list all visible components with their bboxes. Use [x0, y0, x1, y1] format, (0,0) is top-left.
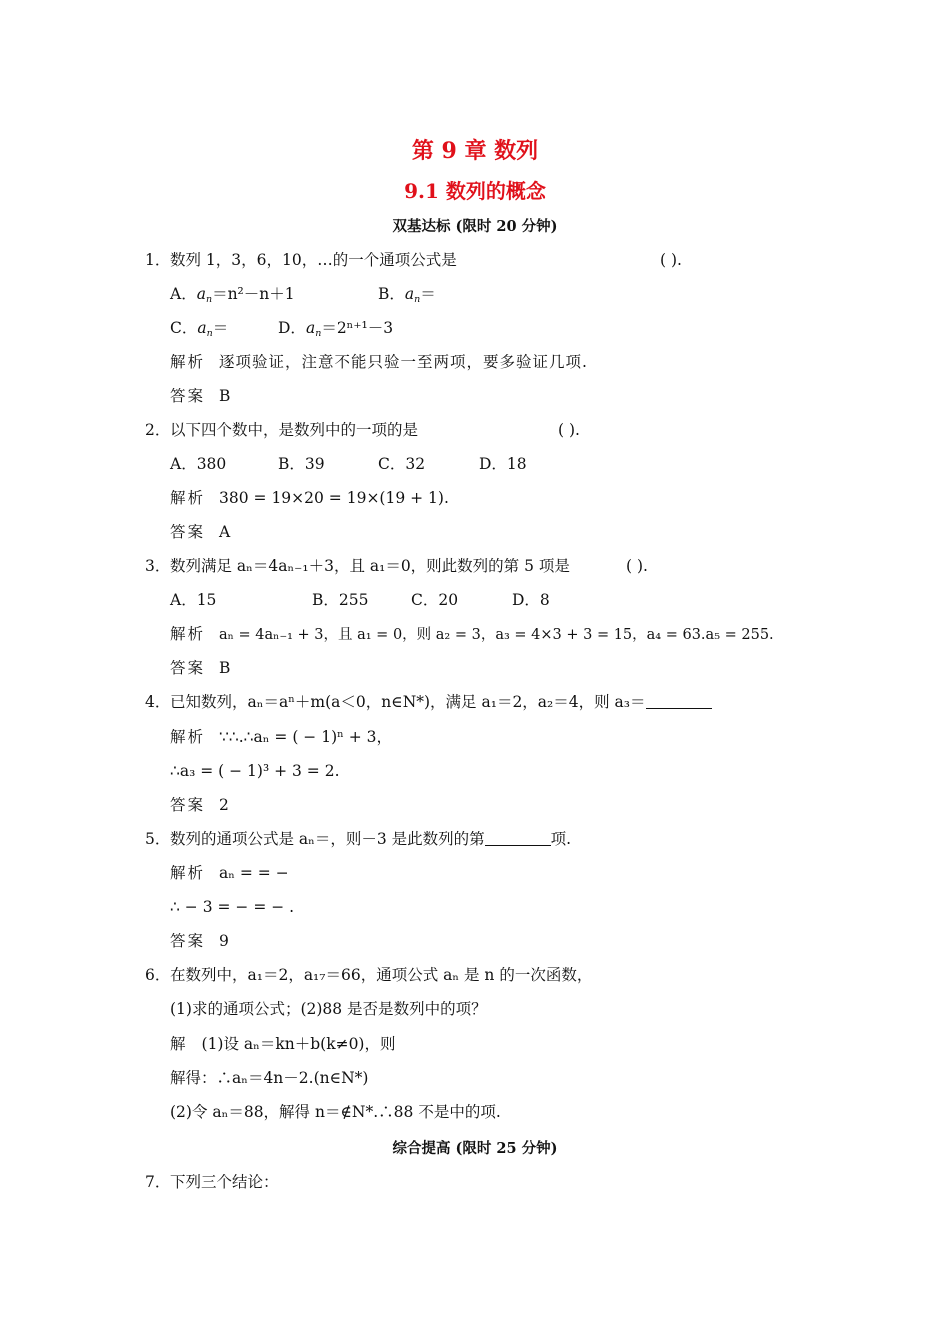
- question-2-option-b: B．39: [278, 455, 325, 473]
- question-3: 3．数列满足 aₙ＝4aₙ₋₁＋3，且 a₁＝0，则此数列的第 5 项是 ( ).: [145, 557, 648, 575]
- question-1-option-a: A．$a_n=n^2-n+1$: [170, 285, 295, 305]
- question-6-subquestions: (1)求的通项公式；(2)88 是否是数列中的项？: [170, 1000, 487, 1018]
- question-2-analysis: 解析 380 = 19×20 = 19×(19 + 1).: [170, 489, 449, 507]
- question-5-analysis-line-2: ∴ − 3 = − = − .: [170, 898, 295, 916]
- question-4-analysis: 解析 ∵∴.∴aₙ = ( − 1)ⁿ + 3，: [170, 728, 393, 746]
- question-3-analysis: 解析 aₙ = 4aₙ₋₁ + 3，且 a₁ = 0，则 a₂ = 3，a₃ = 4×3 + 3 = 15，a₄ = 63.a₅ = 255.: [170, 625, 774, 643]
- question-1: 1．数列 1，3，6，10，…的一个通项公式是 ( ).: [145, 251, 682, 269]
- question-4-analysis-line-2: ∴a₃ = ( − 1)³ + 3 = 2.: [170, 762, 340, 780]
- question-6-solution: 解 (1)设 aₙ＝kn＋b(k≠0)，则: [170, 1035, 396, 1053]
- question-2-answer: 答案 A: [170, 523, 231, 541]
- section-title: 9.1 数列的概念: [404, 179, 546, 203]
- question-1-option-c: C．$a_n=$: [170, 319, 229, 339]
- question-1-option-d: D．$a_n=2^{n+1}-3$: [278, 319, 394, 339]
- question-6-solution-line-3: (2)令 aₙ＝88，解得 n＝∉N*.∴88 不是中的项.: [170, 1103, 501, 1121]
- question-3-paren: ( ).: [626, 557, 648, 575]
- question-5-answer: 答案 9: [170, 932, 229, 950]
- question-7-stem: 下列三个结论：: [170, 1173, 279, 1191]
- question-3-option-d: D．8: [512, 591, 550, 609]
- question-4: 4．已知数列，aₙ＝aⁿ＋m(a＜0，n∈N*)，满足 a₁＝2，a₂＝4，则 a₃＝: [145, 691, 712, 713]
- question-2: 2．以下四个数中，是数列中的一项的是 ( ).: [145, 421, 580, 439]
- question-1-answer: 答案 B: [170, 387, 231, 405]
- question-5: 5．数列的通项公式是 aₙ＝，则－3 是此数列的第 项.: [145, 830, 572, 848]
- question-3-option-a: A．15: [170, 591, 217, 609]
- question-6: 6．在数列中，a₁＝2，a₁₇＝66，通项公式 aₙ 是 n 的一次函数，: [145, 966, 593, 984]
- question-5-blank: [485, 830, 551, 846]
- question-3-option-c: C．20: [411, 591, 459, 609]
- question-2-option-c: C．32: [378, 455, 426, 473]
- question-4-stem: 已知数列，aₙ＝aⁿ＋m(a＜0，n∈N*)，满足 a₁＝2，a₂＝4，则 a₃＝: [170, 693, 646, 711]
- question-4-blank: [646, 693, 712, 709]
- question-1-paren: ( ).: [660, 251, 682, 269]
- question-3-stem: 数列满足 aₙ＝4aₙ₋₁＋3，且 a₁＝0，则此数列的第 5 项是: [170, 557, 570, 575]
- question-6-solution-line-2: 解得：∴aₙ＝4n－2.(n∈N*): [170, 1069, 369, 1087]
- part2-header: 综合提高 (限时 25 分钟): [392, 1140, 558, 1157]
- question-1-analysis: 解析 逐项验证，注意不能只验一至两项，要多验证几项.: [170, 353, 588, 371]
- question-2-option-d: D．18: [479, 455, 527, 473]
- question-3-answer: 答案 B: [170, 659, 231, 677]
- question-1-option-b: B．$a_n=$: [378, 285, 436, 305]
- question-2-option-a: A．380: [170, 455, 227, 473]
- question-4-answer: 答案 2: [170, 796, 229, 814]
- part1-header: 双基达标 (限时 20 分钟): [392, 218, 558, 235]
- question-1-stem: 数列 1，3，6，10，…的一个通项公式是: [170, 251, 457, 269]
- question-5-stem: 数列的通项公式是 aₙ＝，则－3 是此数列的第: [170, 830, 485, 848]
- question-7: 7．下列三个结论：: [145, 1173, 279, 1191]
- question-2-stem: 以下四个数中，是数列中的一项的是: [170, 421, 419, 439]
- question-5-analysis: 解析 aₙ = = −: [170, 864, 289, 882]
- question-3-option-b: B．255: [312, 591, 369, 609]
- question-6-stem: 在数列中，a₁＝2，a₁₇＝66，通项公式 aₙ 是 n 的一次函数，: [170, 966, 593, 984]
- question-2-paren: ( ).: [558, 421, 580, 439]
- chapter-title: 第 9 章 数列: [411, 138, 539, 164]
